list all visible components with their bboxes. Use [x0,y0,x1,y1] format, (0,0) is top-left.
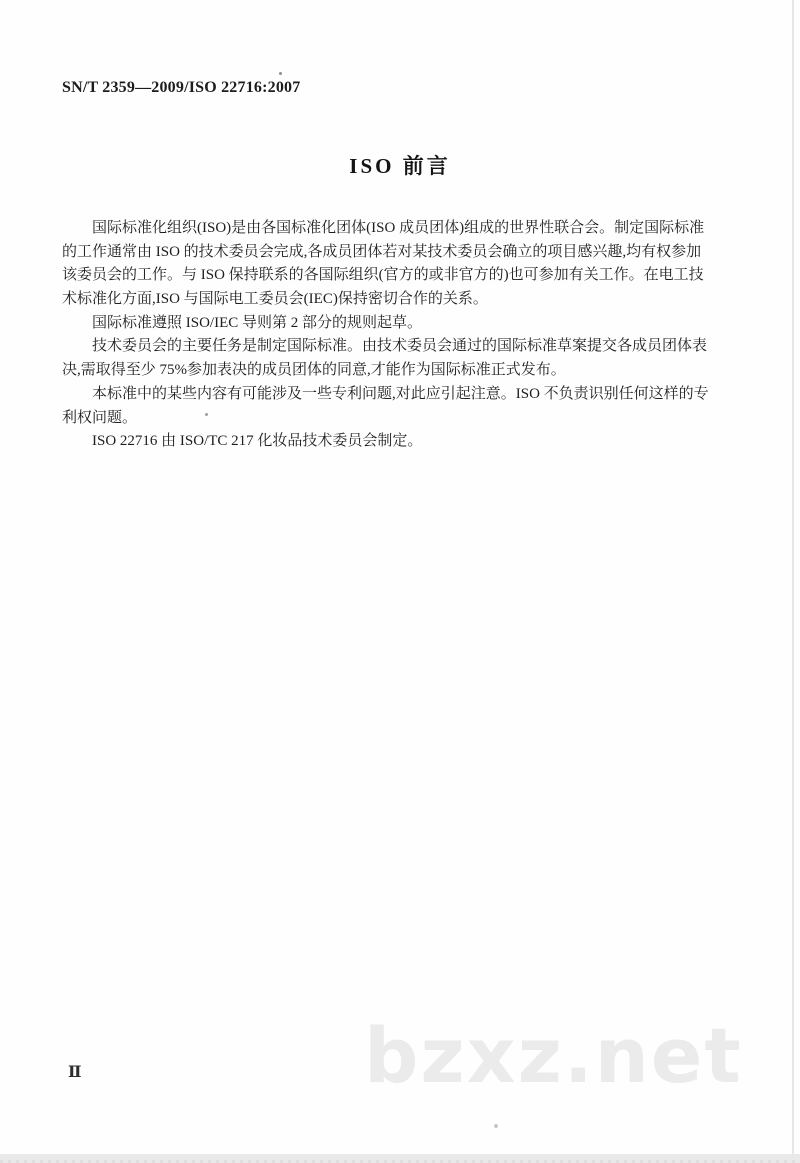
text-line: 术标准化方面,ISO 与国际电工委员会(IEC)保持密切合作的关系。 [62,291,488,308]
paragraph [62,383,748,430]
page-number: Ⅱ [68,1064,82,1081]
paragraph [62,335,748,382]
scan-bottom-edge [0,1154,800,1163]
standard-number-header: SN/T 2359—2009/ISO 22716:2007 [62,79,301,96]
text-line: 国际标准化组织(ISO)是由各国标准化团体(ISO 成员团体)组成的世界性联合会。制定国际标准 [92,220,705,236]
text-line: 技术委员会的主要任务是制定国际标准。由技术委员会通过的国际标准草案提交各成员团体表 [92,338,708,355]
scan-artifact [494,1124,498,1128]
text-line: 国际标准遵照 ISO/IEC 导则第 2 部分的规则起草。 [92,314,423,331]
paragraph [62,430,748,454]
body-text [62,217,748,454]
paragraph [62,217,748,312]
text-line: ISO 22716 由 ISO/TC 217 化妆品技术委员会制定。 [92,433,423,450]
watermark: bzxz.net [364,1011,743,1100]
text-line: 利权问题。 [62,409,138,426]
text-line: 本标准中的某些内容有可能涉及一些专利问题,对此应引起注意。ISO 不负责识别任何这样的专 [92,385,709,402]
text-line: 该委员会的工作。与 ISO 保持联系的各国际组织(官方的或非官方的)也可参加有关工作。在电工技 [62,267,704,284]
text-line: 决,需取得至少 75%参加表决的成员团体的同意,才能作为国际标准正式发布。 [62,362,566,379]
paragraph [62,312,748,336]
text-line: 的工作通常由 ISO 的技术委员会完成,各成员团体若对某技术委员会确立的项目感兴趣,均有权参加 [62,243,702,260]
scan-artifact [279,72,282,75]
page-title: ISO 前言 [349,154,451,178]
scan-artifact [205,413,208,416]
